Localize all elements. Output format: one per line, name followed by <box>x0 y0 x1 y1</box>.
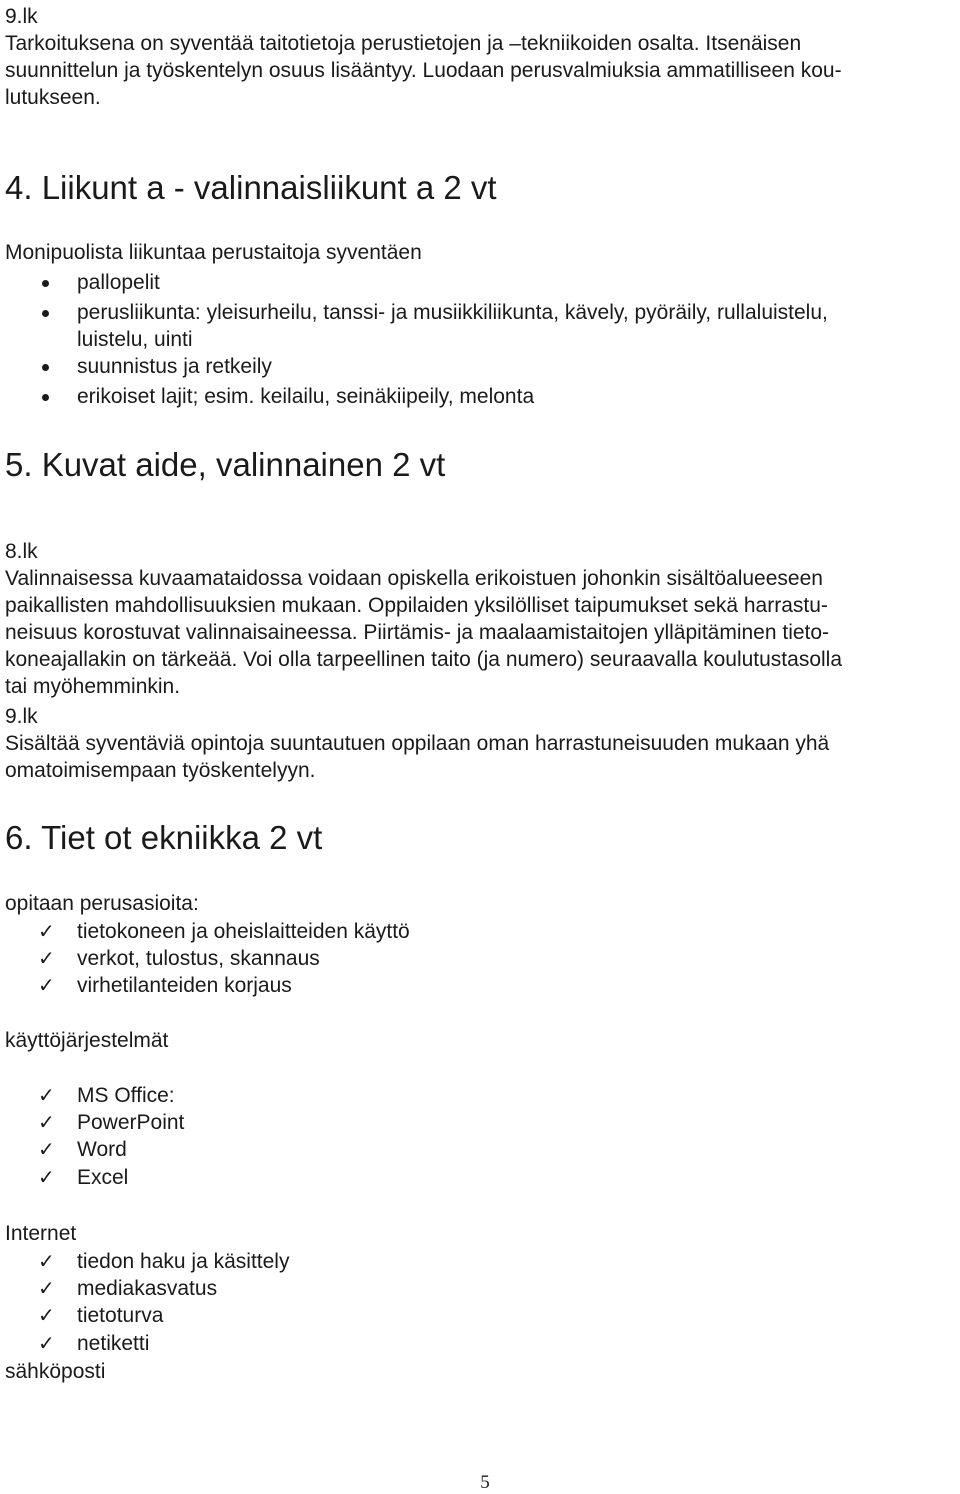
grade-label: 8.lk <box>5 540 38 563</box>
list-item: suunnistus ja retkeily <box>77 355 272 378</box>
page-number: 5 <box>480 1472 490 1493</box>
bullet-icon <box>42 280 49 287</box>
paragraph-line: omatoimisempaan työskentelyyn. <box>5 759 316 782</box>
list-item: erikoiset lajit; esim. keilailu, seinäkiipeily, melonta <box>77 385 535 408</box>
section-lead: Monipuolista liikuntaa perustaitoja syventäen <box>5 241 422 264</box>
section-heading: 4. Liikunt a - valinnaisliikunt a 2 vt <box>5 169 497 206</box>
list-item: verkot, tulostus, skannaus <box>77 947 320 970</box>
check-icon: ✓ <box>38 1331 55 1355</box>
bullet-icon <box>42 394 49 401</box>
grade-label: 9.lk <box>5 705 38 728</box>
list-item: Word <box>77 1138 127 1161</box>
list-item: virhetilanteiden korjaus <box>77 974 292 997</box>
check-icon: ✓ <box>38 1249 55 1273</box>
list-item: mediakasvatus <box>77 1277 218 1300</box>
list-item: netiketti <box>77 1332 150 1355</box>
list-item: MS Office: <box>77 1084 175 1107</box>
paragraph-line: tai myöhemminkin. <box>5 675 181 698</box>
list-item: perusliikunta: yleisurheilu, tanssi- ja musiikkiliikunta, kävely, pyöräily, rullaluistelu, <box>77 301 828 324</box>
intro-line: Tarkoituksena on syventää taitotietoja perustietojen ja –tekniikoiden osalta. Itsenäisen <box>5 32 802 55</box>
section-heading: 6. Tiet ot ekniikka 2 vt <box>5 819 323 856</box>
paragraph-line: Sisältää syventäviä opintoja suuntautuen oppilaan oman harrastuneisuuden mukaan yhä <box>5 732 830 755</box>
check-icon: ✓ <box>38 919 55 943</box>
grade-label: 9.lk <box>5 5 38 28</box>
check-icon: ✓ <box>38 1137 55 1161</box>
list-item: PowerPoint <box>77 1111 185 1134</box>
paragraph-line: koneajallakin on tärkeää. Voi olla tarpeellinen taito (ja numero) seuraavalla koulutustasolla <box>5 648 843 671</box>
group-label: Internet <box>5 1222 77 1245</box>
bullet-icon <box>42 364 49 371</box>
check-icon: ✓ <box>38 973 55 997</box>
paragraph-line: Valinnaisessa kuvaamataidossa voidaan opiskella erikoistuen johonkin sisältöalueeseen <box>5 567 823 590</box>
check-icon: ✓ <box>38 1110 55 1134</box>
check-icon: ✓ <box>38 1276 55 1300</box>
list-item-continuation: luistelu, uinti <box>77 328 193 351</box>
list-item: tietokoneen ja oheislaitteiden käyttö <box>77 920 410 943</box>
list-item: Excel <box>77 1166 129 1189</box>
group-label: sähköposti <box>5 1360 106 1383</box>
section-lead: opitaan perusasioita: <box>5 892 199 915</box>
group-label: käyttöjärjestelmät <box>5 1029 169 1052</box>
list-item: pallopelit <box>77 271 160 294</box>
check-icon: ✓ <box>38 946 55 970</box>
check-icon: ✓ <box>38 1303 55 1327</box>
intro-line: suunnittelun ja työskentelyn osuus lisääntyy. Luodaan perusvalmiuksia ammatilliseen kou- <box>5 59 842 82</box>
bullet-icon <box>42 310 49 317</box>
check-icon: ✓ <box>38 1165 55 1189</box>
list-item: tiedon haku ja käsittely <box>77 1250 290 1273</box>
paragraph-line: neisuus korostuvat valinnaisaineessa. Piirtämis- ja maalaamistaitojen ylläpitäminen tieto- <box>5 621 830 644</box>
section-heading: 5. Kuvat aide, valinnainen 2 vt <box>5 446 446 483</box>
intro-line: lutukseen. <box>5 86 101 109</box>
list-item: tietoturva <box>77 1304 164 1327</box>
check-icon: ✓ <box>38 1083 55 1107</box>
paragraph-line: paikallisten mahdollisuuksien mukaan. Oppilaiden yksilölliset taipumukset sekä harrastu- <box>5 594 828 617</box>
